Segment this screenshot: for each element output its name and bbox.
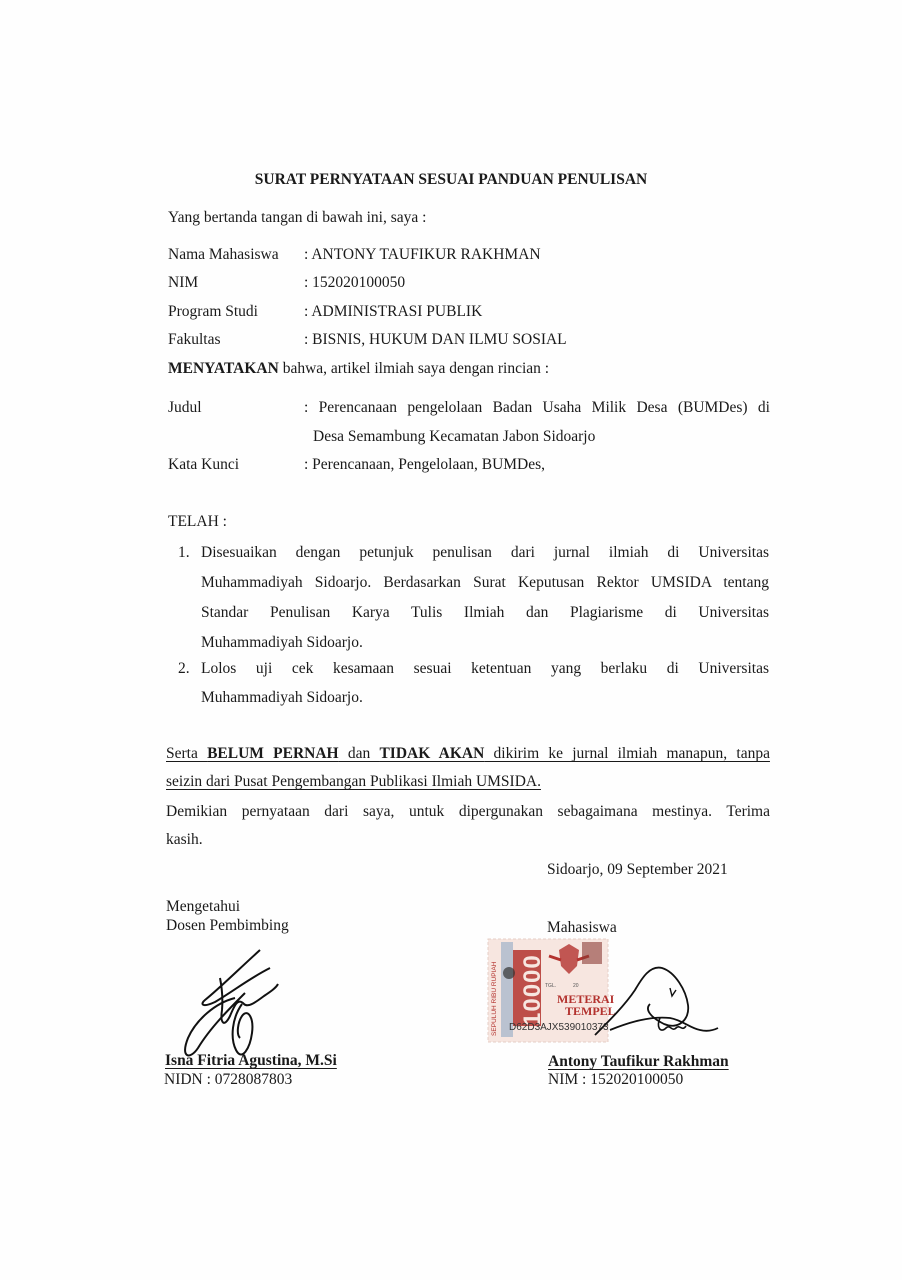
student-id: NIM : 152020100050 [548, 1071, 684, 1088]
stamp-tgl: TGL. [545, 983, 557, 989]
notice-text: Serta [166, 745, 208, 762]
supervisor-name: Isna Fitria Agustina, M.Si [165, 1052, 337, 1069]
name-value: : ANTONY TAUFIKUR RAKHMAN [304, 246, 541, 263]
notice-bold: TIDAK AKAN [379, 745, 485, 762]
program-value: : ADMINISTRASI PUBLIK [304, 303, 483, 320]
stamp-side-text: SEPULUH RIBU RUPIAH [491, 961, 498, 1036]
student-name: Antony Taufikur Rakhman [548, 1053, 729, 1070]
item-number: 2. [178, 660, 190, 677]
judul-value-line2: Desa Semambung Kecamatan Jabon Sidoarjo [313, 428, 596, 445]
notice-bold: BELUM PERNAH [207, 745, 339, 762]
stamp-label-2: TEMPEL [565, 1004, 616, 1018]
name-label: Nama Mahasiswa [168, 246, 279, 263]
student-signature [590, 960, 720, 1040]
nim-label: NIM [168, 274, 199, 291]
stamp-label-1: METERAI [557, 992, 615, 1006]
intro-text: Yang bertanda tangan di bawah ini, saya : [168, 209, 427, 226]
notice-text: dikirim ke jurnal ilmiah manapun, tanpa [484, 745, 770, 762]
notice-line2: seizin dari Pusat Pengembangan Publikasi Ilmiah UMSIDA. [166, 773, 541, 790]
supervisor-id: NIDN : 0728087803 [164, 1071, 293, 1088]
nim-value: : 152020100050 [304, 274, 406, 291]
item-line: Standar Penulisan Karya Tulis Ilmiah dan Plagiarisme di Universitas [201, 604, 769, 621]
statement-rest: bahwa, artikel ilmiah saya dengan rincian : [278, 360, 550, 377]
program-label: Program Studi [168, 303, 258, 320]
item-line: Disesuaikan dengan petunjuk penulisan dari jurnal ilmiah di Universitas [201, 544, 769, 561]
statement-line [168, 360, 549, 378]
supervisor-heading-1: Mengetahui [166, 898, 241, 915]
item-number: 1. [178, 544, 190, 561]
closing-line2: kasih. [166, 831, 203, 848]
stamp-serial: D62D3AJX539010373 [509, 1022, 609, 1033]
item-line: Muhammadiyah Sidoarjo. [201, 689, 363, 706]
supervisor-heading-2: Dosen Pembimbing [166, 917, 289, 934]
place-date: Sidoarjo, 09 September 2021 [547, 861, 728, 878]
judul-value-line1: : Perencanaan pengelolaan Badan Usaha Milik Desa (BUMDes) di [304, 399, 770, 416]
stamp-value: 10000 [519, 954, 546, 1026]
item-line: Lolos uji cek kesamaan sesuai ketentuan yang berlaku di Universitas [201, 660, 769, 677]
keywords-value: : Perencanaan, Pengelolaan, BUMDes, [304, 456, 546, 473]
document-title: SURAT PERNYATAAN SESUAI PANDUAN PENULISAN [254, 171, 648, 188]
item-line: Muhammadiyah Sidoarjo. [201, 634, 363, 651]
telah-heading: TELAH : [168, 513, 227, 530]
supervisor-signature [160, 938, 310, 1063]
faculty-label: Fakultas [168, 331, 221, 348]
keywords-label: Kata Kunci [168, 456, 240, 473]
judul-label: Judul [168, 399, 202, 416]
notice-text: dan [338, 745, 380, 762]
item-line: Muhammadiyah Sidoarjo. Berdasarkan Surat Keputusan Rektor UMSIDA tentang [201, 574, 769, 591]
closing-line1: Demikian pernyataan dari saya, untuk dipergunakan sebagaimana mestinya. Terima [166, 803, 770, 820]
student-heading: Mahasiswa [547, 919, 617, 936]
notice-line1 [166, 745, 770, 763]
stamp-year: 20 [573, 983, 579, 989]
statement-bold: MENYATAKAN [168, 360, 279, 377]
faculty-value: : BISNIS, HUKUM DAN ILMU SOSIAL [304, 331, 567, 348]
